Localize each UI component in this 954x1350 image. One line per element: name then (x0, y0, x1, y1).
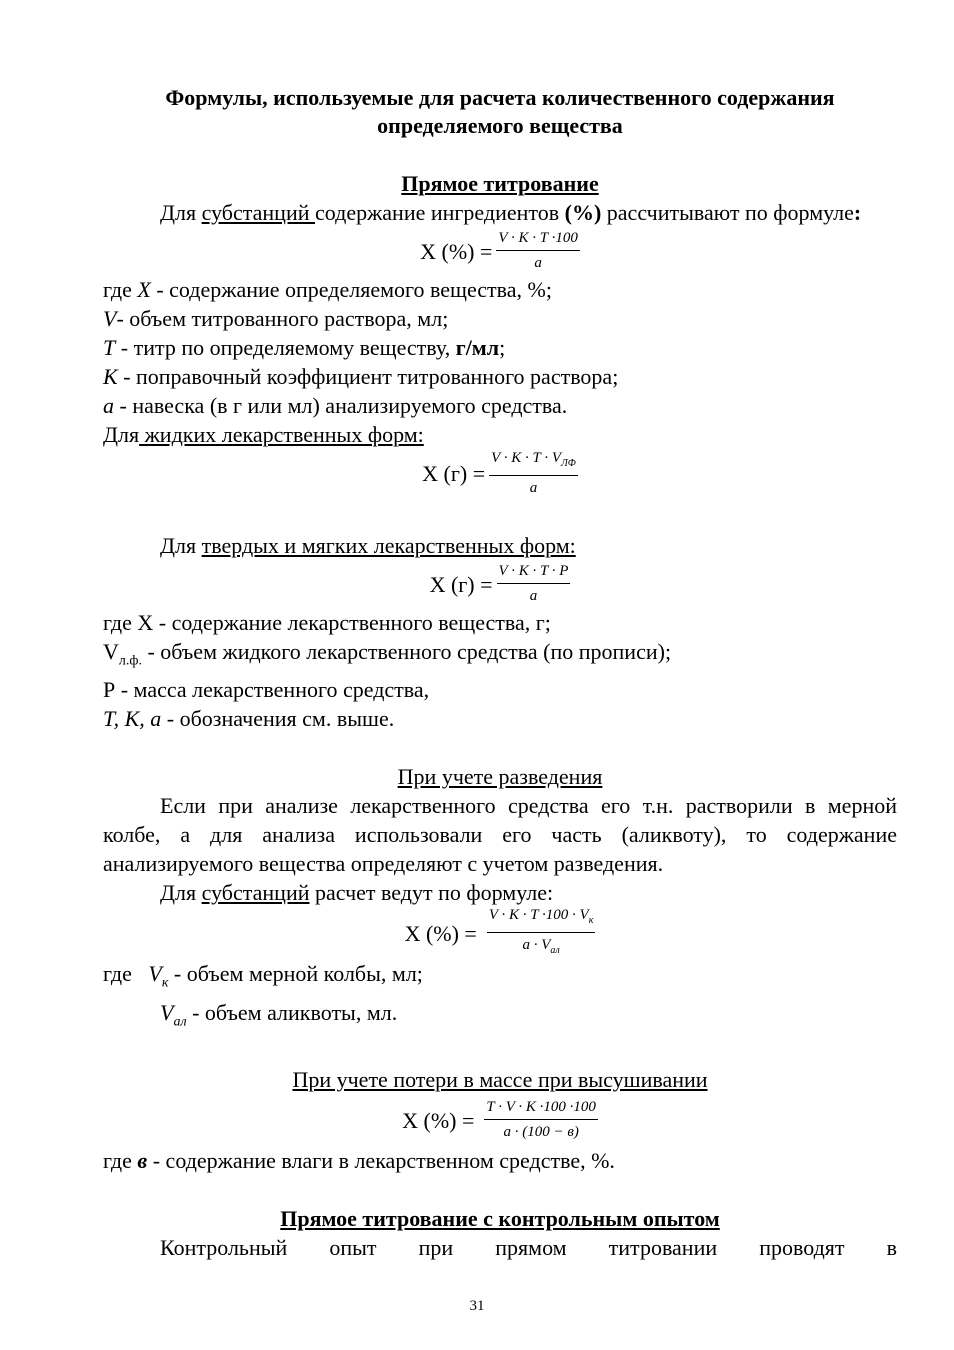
subscript: ал (550, 945, 560, 957)
section-heading-drying-loss: При учете потери в массе при высушивании (292, 1067, 708, 1093)
subscript: к (588, 915, 594, 927)
symbol: K (103, 364, 118, 389)
formula-lhs: X (г) = (422, 460, 486, 486)
definition-vk (103, 959, 897, 997)
definition-t (103, 333, 897, 362)
spacer (103, 497, 897, 531)
text-run: Для (160, 880, 202, 906)
section-heading-direct-titration: Прямое титрование (401, 171, 599, 196)
definition-v-lf (103, 637, 897, 675)
symbol: T (103, 335, 116, 360)
subscript: ЛФ (561, 457, 576, 469)
text-run: a · V (522, 937, 551, 954)
formula-dilution (103, 907, 897, 959)
page-number: 31 (469, 1298, 485, 1314)
formula-liquid-forms (103, 449, 897, 497)
definition-a (103, 391, 897, 420)
subscript: ал (173, 1014, 187, 1030)
bold-colon: : (853, 200, 862, 225)
symbol: V (160, 999, 174, 1025)
symbol: T, K, a (103, 706, 162, 732)
definition-k (103, 362, 897, 391)
formula-lhs: X (%) = (420, 238, 493, 264)
subscript: к (161, 975, 169, 991)
symbol: V (148, 961, 162, 987)
solid-forms-line (103, 531, 897, 560)
fraction (489, 449, 578, 498)
text-run: расчет ведут по формуле: (309, 880, 554, 906)
text-run: - объем аликвоты, мл. (186, 999, 398, 1025)
definition-x (103, 275, 897, 304)
formula-percent-substance (103, 227, 897, 275)
fraction-numerator (489, 449, 578, 476)
definition-x-drug: где X - содержание лекарственного вещества, г; (103, 610, 551, 635)
text-run: Для (160, 200, 202, 225)
liquid-forms-line (103, 420, 897, 449)
formula-drying-loss (103, 1094, 897, 1146)
definition-see-above (103, 704, 897, 733)
definition-p: Р - масса лекарственного средства, (103, 677, 430, 703)
text-run: содержание ингредиентов (315, 200, 565, 225)
text-run: Для (160, 533, 202, 558)
definition-val (103, 998, 897, 1036)
text-run: где (103, 277, 138, 302)
fraction (484, 1098, 597, 1142)
dilution-substance-line (103, 878, 897, 907)
fraction-denominator: a · (100 − в) (503, 1124, 579, 1141)
spacer (103, 733, 897, 762)
text-run: рассчитывают по формуле (601, 200, 854, 225)
text-run: ; (499, 335, 506, 360)
text-run: - объем жидкого лекарственного средства (по прописи); (141, 639, 672, 664)
dilution-paragraph: Если при анализе лекарственного средства его т.н. растворили в мерной колбе, а для анализа использовали его часть (аликвоту), то содержание анализируемого вещества определяют с учетом разведения. (103, 793, 897, 877)
fraction (487, 906, 596, 960)
formula-lhs: X (%) = (404, 920, 477, 946)
bold-unit: г/мл (455, 335, 500, 360)
title-line-1: Формулы, используемые для расчета количественного содержания (165, 85, 835, 110)
fraction-denominator (522, 933, 559, 960)
text-run: - содержание влаги в лекарственном средстве, %. (147, 1148, 615, 1174)
title-line-2: определяемого вещества (377, 113, 623, 138)
underlined-term: жидких лекарственных форм: (139, 422, 424, 447)
spacer (103, 140, 897, 169)
text-run: - объем титрованного раствора, мл; (116, 306, 449, 331)
symbol: V (103, 639, 119, 664)
underlined-term: субстанций (201, 200, 315, 225)
definition-v (103, 304, 897, 333)
fraction-numerator: V · K · T · P (497, 562, 571, 584)
text-run: - навеска (в г или мл) анализируемого средства. (114, 393, 568, 418)
substance-intro-paragraph (103, 198, 897, 227)
symbol: X (137, 277, 151, 302)
document-title (103, 84, 897, 140)
text-run: - титр по определяемому веществу, (115, 335, 456, 360)
text-run: - обозначения см. выше. (161, 706, 395, 732)
fraction-numerator: V · K · T ·100 (496, 229, 579, 251)
subscript: л.ф. (118, 653, 142, 669)
fraction (497, 562, 571, 606)
text-run: где (103, 1148, 138, 1174)
fraction-numerator (487, 906, 596, 933)
underlined-term: субстанций (201, 880, 310, 906)
formula-lhs: X (%) = (402, 1107, 475, 1133)
section-heading-dilution: При учете разведения (397, 764, 603, 790)
section-heading-control-experiment: Прямое титрование с контрольным опытом (280, 1206, 720, 1232)
symbol: в (137, 1148, 148, 1174)
fraction-denominator: a (529, 588, 538, 604)
definition-moisture (103, 1146, 897, 1175)
text-run: - объем мерной колбы, мл; (168, 961, 423, 987)
underlined-term: твердых и мягких лекарственных форм: (201, 533, 576, 558)
formula-lhs: X (г) = (429, 571, 493, 597)
text-run: Для (103, 422, 140, 447)
fraction-denominator: a (534, 255, 542, 271)
document-page (103, 84, 897, 1262)
text-run: - содержание определяемого вещества, %; (150, 277, 552, 302)
text-run: - поправочный коэффициент титрованного раствора; (117, 364, 619, 389)
control-experiment-paragraph: Контрольный опыт при прямом титровании проводят в (160, 1235, 897, 1261)
text-run: V · K · T · V (491, 449, 562, 466)
fraction-denominator: a (529, 479, 538, 496)
fraction (496, 229, 579, 273)
text-run: где (103, 961, 149, 987)
fraction-numerator: T · V · K ·100 ·100 (484, 1098, 597, 1120)
spacer (103, 1036, 897, 1065)
formula-solid-forms (103, 560, 897, 608)
bold-unit: (%) (564, 200, 602, 225)
symbol: V (103, 306, 117, 331)
spacer (103, 1175, 897, 1204)
text-run: V · K · T ·100 · V (488, 907, 589, 924)
symbol: a (103, 393, 114, 418)
